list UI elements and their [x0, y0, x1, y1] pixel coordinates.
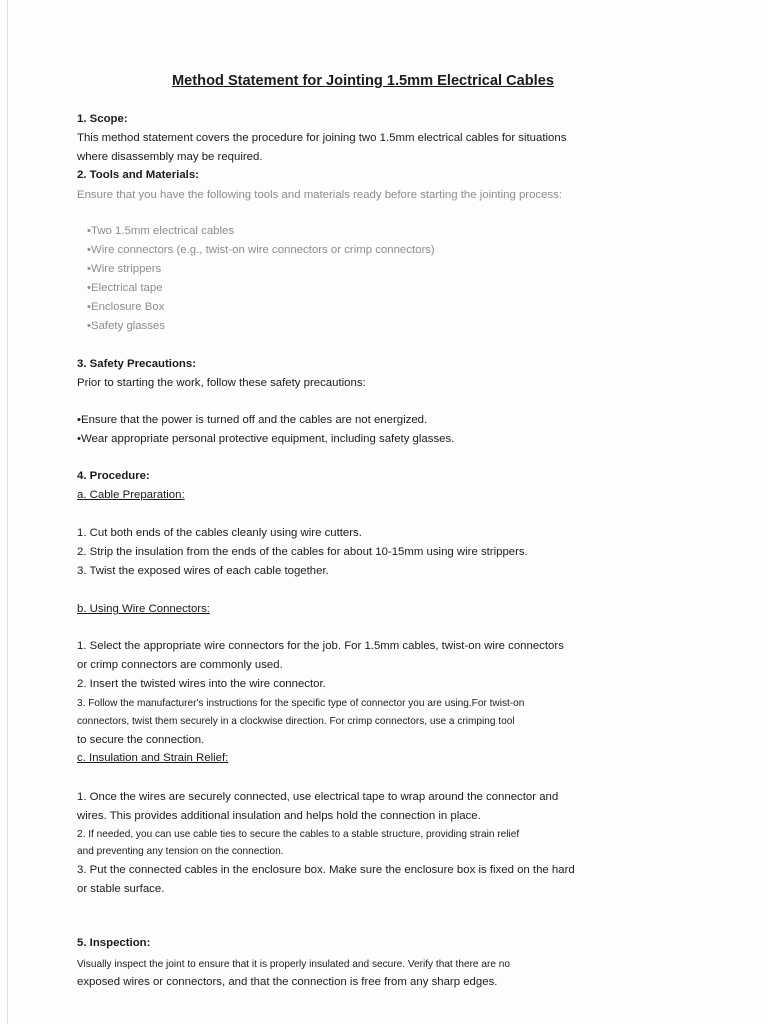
subheading-wire-connectors: b. Using Wire Connectors: — [77, 603, 210, 615]
procedure-line: 2. Insert the twisted wires into the wire connector. — [77, 678, 326, 690]
section-heading-procedure: 4. Procedure: — [77, 470, 150, 482]
tools-list-item: •Electrical tape — [87, 282, 163, 294]
subheading-cable-preparation: a. Cable Preparation: — [77, 489, 185, 501]
inspection-line-2: exposed wires or connectors, and that the connection is free from any sharp edges. — [77, 976, 498, 988]
procedure-line: wires. This provides additional insulation and helps hold the connection in place. — [77, 810, 481, 822]
procedure-line: 2. If needed, you can use cable ties to secure the cables to a stable structure, providing strain relief — [77, 829, 520, 840]
procedure-line: 1. Select the appropriate wire connectors for the job. For 1.5mm cables, twist-on wire connectors — [77, 640, 564, 652]
safety-list-item: •Ensure that the power is turned off and the cables are not energized. — [77, 414, 428, 426]
tools-list-item: •Wire strippers — [87, 263, 162, 275]
page-title: Method Statement for Jointing 1.5mm Electrical Cables — [172, 73, 554, 89]
procedure-line: or stable surface. — [77, 883, 165, 895]
tools-list-item: •Wire connectors (e.g., twist-on wire connectors or crimp connectors) — [87, 244, 435, 256]
procedure-line: to secure the connection. — [77, 734, 205, 746]
tools-list-item: •Enclosure Box — [87, 301, 165, 313]
tools-list-item: •Safety glasses — [87, 320, 166, 332]
procedure-line: 3. Twist the exposed wires of each cable together. — [77, 565, 329, 577]
procedure-line: 3. Follow the manufacturer's instructions for the specific type of connector you are using.For twist-on — [77, 698, 525, 709]
tools-list-item: •Two 1.5mm electrical cables — [87, 225, 235, 237]
scope-line-2: where disassembly may be required. — [77, 151, 263, 163]
procedure-line: 3. Put the connected cables in the enclosure box. Make sure the enclosure box is fixed on the hard — [77, 864, 575, 876]
procedure-line: and preventing any tension on the connection. — [77, 846, 284, 857]
section-heading-inspection: 5. Inspection: — [77, 937, 151, 949]
inspection-line-1: Visually inspect the joint to ensure that it is properly insulated and secure. Verify that there are no — [77, 959, 510, 970]
section-heading-scope: 1. Scope: — [77, 113, 128, 125]
procedure-line: 1. Cut both ends of the cables cleanly using wire cutters. — [77, 527, 362, 539]
section-heading-safety: 3. Safety Precautions: — [77, 358, 197, 370]
subheading-insulation: c. Insulation and Strain Relief: — [77, 752, 229, 764]
section-heading-tools: 2. Tools and Materials: — [77, 169, 199, 181]
safety-intro: Prior to starting the work, follow these safety precautions: — [77, 377, 366, 389]
procedure-line: 1. Once the wires are securely connected, use electrical tape to wrap around the connector and — [77, 791, 559, 803]
procedure-line: 2. Strip the insulation from the ends of the cables for about 10-15mm using wire strippers. — [77, 546, 528, 558]
tools-intro: Ensure that you have the following tools and materials ready before starting the jointing process: — [77, 189, 563, 201]
scope-line-1: This method statement covers the procedure for joining two 1.5mm electrical cables for situations — [77, 132, 567, 144]
procedure-line: or crimp connectors are commonly used. — [77, 659, 283, 671]
safety-list-item: •Wear appropriate personal protective equipment, including safety glasses. — [77, 433, 455, 445]
procedure-line: connectors, twist them securely in a clockwise direction. For crimp connectors, use a crimping tool — [77, 716, 515, 727]
